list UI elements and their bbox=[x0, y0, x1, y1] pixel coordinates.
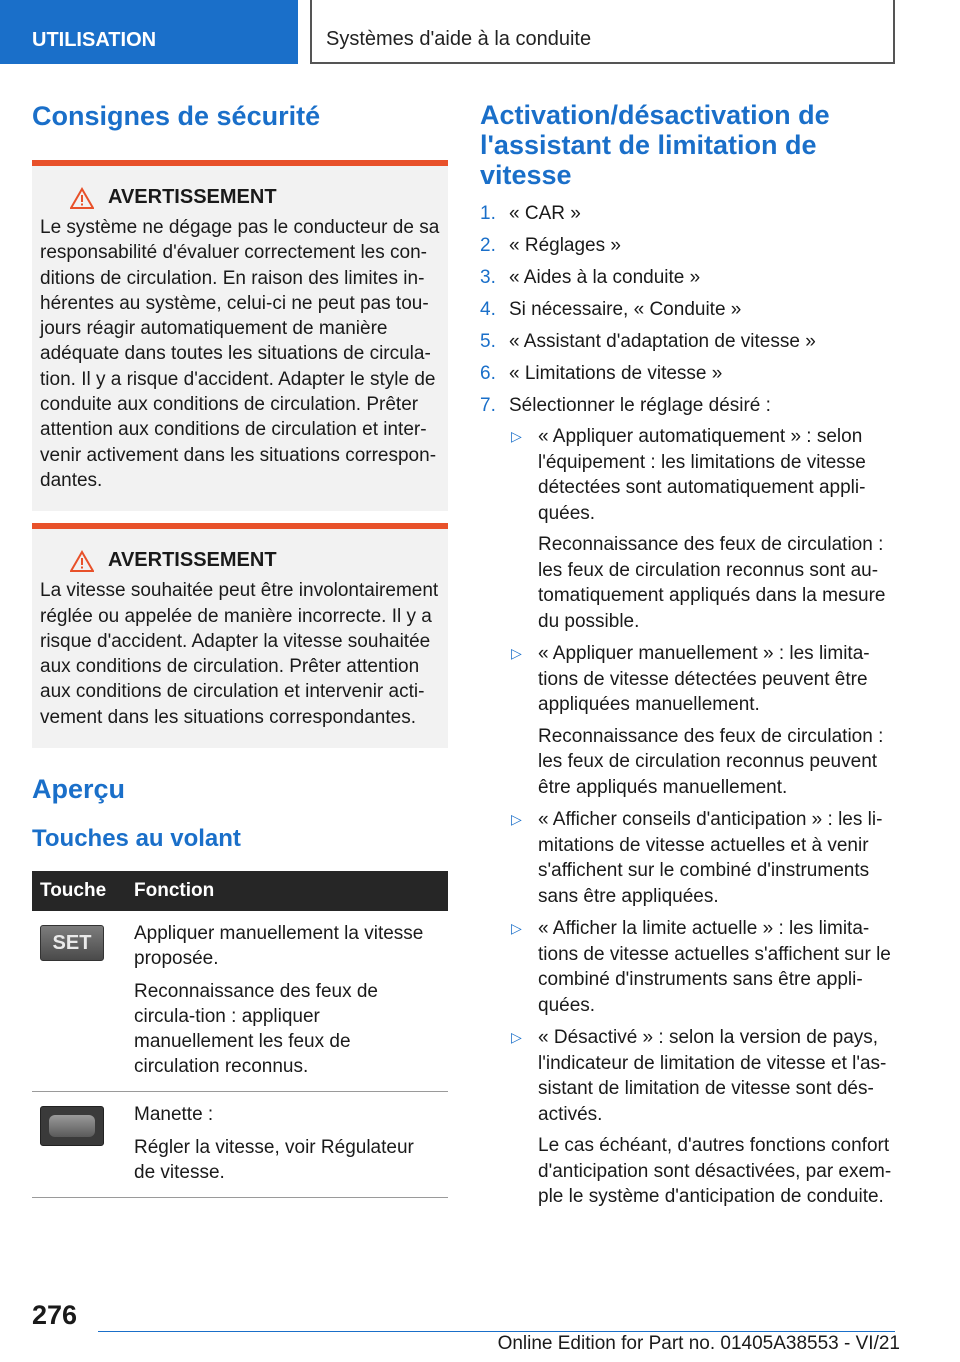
list-item: 4. Si nécessaire, « Conduite » bbox=[480, 299, 742, 320]
option-item: ▷ « Appliquer automatiquement » : selon l'équipement : les limitations de vitesse détectées sont automatiquement appli-quées. Reconnaissance des feux de circulation : les feux de circulation reconnus sont au-tomatiquement appliqués dans la mesure du possible. bbox=[511, 426, 886, 632]
steps-list bbox=[480, 198, 900, 1210]
option-item: ▷ « Afficher la limite actuelle » : les limita-tions de vitesse actuelles s'affichent sur le combiné d'instruments sans être appli-quées. bbox=[511, 918, 891, 1016]
triangle-bullet-icon: ▷ bbox=[511, 428, 522, 444]
table-row bbox=[32, 911, 448, 1092]
option-item: ▷ « Appliquer manuellement » : les limita-tions de vitesse détectées peuvent être appliquées manuellement. Reconnaissance des feux de circulation : les feux de circulation reconnus peuvent être appliqués manuellement. bbox=[511, 643, 884, 798]
list-item: 5. « Assistant d'adaptation de vitesse » bbox=[480, 331, 816, 352]
options-list bbox=[509, 424, 900, 1210]
warning-triangle-icon bbox=[70, 550, 94, 572]
table-header-function: Fonction bbox=[126, 871, 448, 911]
triangle-bullet-icon: ▷ bbox=[511, 811, 522, 827]
list-item: 2. « Réglages » bbox=[480, 235, 621, 256]
option-item: ▷ « Afficher conseils d'anticipation » : les li-mitations de vitesse actuelles et à venir s'affichent sur le combiné d'instruments sans être appliquées. bbox=[511, 809, 883, 907]
safety-title: Consignes de sécurité bbox=[32, 101, 321, 131]
warning-heading: AVERTISSEMENT bbox=[108, 549, 277, 572]
list-item: 3. « Aides à la conduite » bbox=[480, 267, 701, 288]
keys-title: Touches au volant bbox=[32, 825, 241, 853]
left-column bbox=[32, 100, 448, 1198]
footer-edition: Online Edition for Part no. 01405A38553 - VI/21 bbox=[497, 1333, 900, 1354]
function-text: Reconnaissance des feux de circula-tion : appliquer manuellement les feux de circulation reconnus. bbox=[134, 981, 378, 1078]
list-item: 7. Sélectionner le réglage désiré : ▷ « Appliquer automatiquement » : selon l'équipement : les limitations de vitesse détectées sont automatiquement appli-quées. Reconnaissance des feux de circulation : les feux de circulation reconnus sont au-tomatiquement appliqués dans la mesure du possible. ▷ « Appliquer manuellement » : les limita-tions de vitesse détectées peuvent être appliquées manuellement. Reconnaissance des feux de circulation : les feux de circulation reconnus peuvent être appliqués manuellement. ▷ « Afficher conseils d'anticipation » : les li-mitations de vitesse actuelles et à venir s'affichent sur le combiné d'instruments sans être appliquées. ▷ « Afficher la limite actuelle » : les limita-tions de vitesse actuelles s'affichent sur le combiné d'instruments sans être appli-quées. ▷ « Désactivé » : selon la version de pays, l'indicateur de limitation de vitesse et l'as-sistant de limitation de vitesse sont dés-activés. Le cas échéant, d'autres fonctions confort d'anticipation sont désactivées, par exem-ple le système d'anticipation de conduite. bbox=[480, 390, 900, 1210]
triangle-bullet-icon: ▷ bbox=[511, 645, 522, 661]
keys-table bbox=[32, 871, 448, 1198]
overview-title: Aperçu bbox=[32, 774, 126, 805]
header-topic-tab: Systèmes d'aide à la conduite bbox=[310, 0, 895, 64]
function-text: Régler la vitesse, voir Régulateur de vitesse. bbox=[134, 1137, 414, 1184]
list-item: 1. « CAR » bbox=[480, 203, 581, 224]
rocker-lever-icon bbox=[40, 1106, 104, 1146]
set-button-icon: SET bbox=[40, 925, 104, 961]
warning-text: Le système ne dégage pas le conducteur de sa responsabilité d'évaluer correctement les con-ditions de circulation. En raison des limites in-hérentes au système, celui-ci ne peut pas tou-jours réagir automatiquement de manière adéquate dans toutes les situations de circula-tion. Il y a risque d'accident. Adapter le style de conduite aux conditions de circulation. Prêter attention aux conditions de circulation et inter-venir activement dans les situations correspon-dantes. bbox=[40, 217, 440, 491]
function-text: Manette : bbox=[134, 1104, 214, 1126]
warning-text: La vitesse souhaitée peut être involontairement réglée ou appelée de manière incorrecte. Il y a risque d'accident. Adapter la vitesse souhaitée aux conditions de circulation. Prêter attention aux conditions de circulation et intervenir acti-vement dans les situations correspondantes. bbox=[40, 580, 439, 728]
right-column bbox=[480, 100, 900, 1217]
page-number: 276 bbox=[32, 1300, 78, 1330]
warning-box-1 bbox=[32, 160, 448, 511]
triangle-bullet-icon: ▷ bbox=[511, 920, 522, 936]
table-header-key: Touche bbox=[32, 871, 126, 911]
list-item: 6. « Limitations de vitesse » bbox=[480, 363, 723, 384]
table-row bbox=[32, 1092, 448, 1198]
warning-box-2 bbox=[32, 523, 448, 748]
warning-heading: AVERTISSEMENT bbox=[108, 186, 277, 208]
activation-title: Activation/désactivation de l'assistant de limitation de vitesse bbox=[480, 100, 830, 190]
triangle-bullet-icon: ▷ bbox=[511, 1029, 522, 1045]
function-text: Appliquer manuellement la vitesse proposée. bbox=[134, 923, 424, 970]
header-section-tab: UTILISATION bbox=[0, 0, 298, 64]
warning-triangle-icon bbox=[70, 187, 94, 209]
option-item: ▷ « Désactivé » : selon la version de pays, l'indicateur de limitation de vitesse et l'as-sistant de limitation de vitesse sont dés-activés. Le cas échéant, d'autres fonctions confort d'anticipation sont désactivées, par exem-ple le système d'anticipation de conduite. bbox=[511, 1027, 892, 1207]
footer-divider bbox=[98, 1331, 895, 1332]
